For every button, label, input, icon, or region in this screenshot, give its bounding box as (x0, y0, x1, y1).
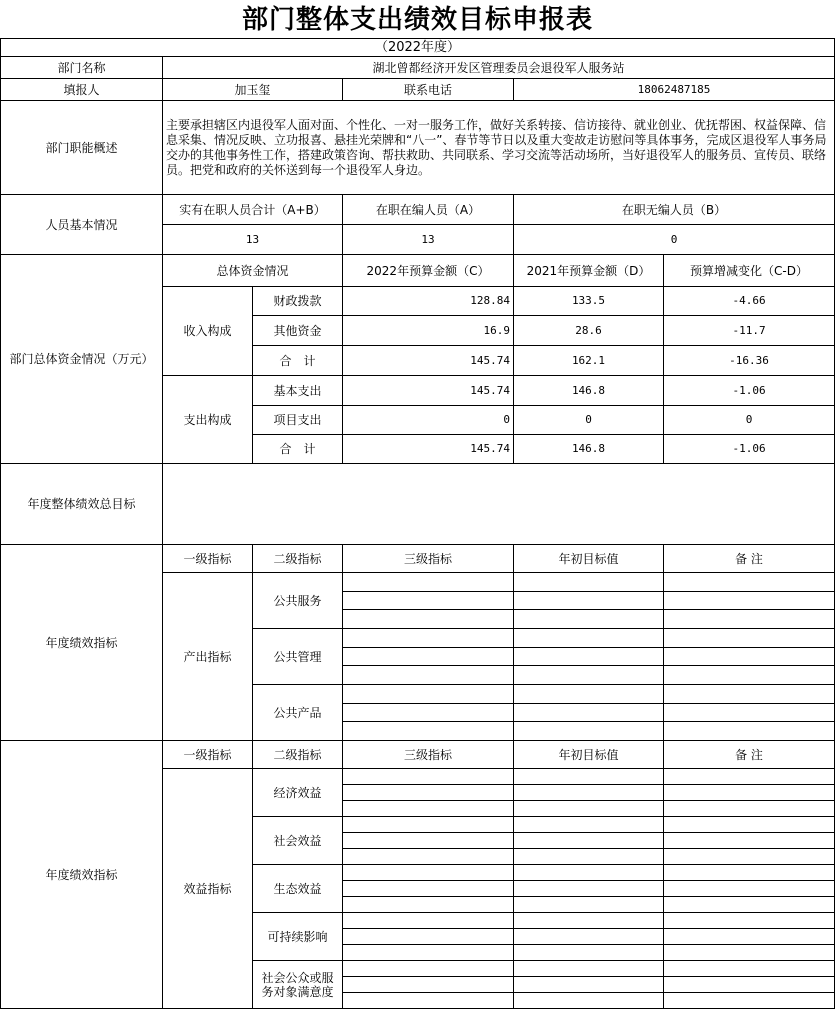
functions-row (1, 101, 835, 195)
reporter-row (1, 79, 835, 101)
overall-goal-value (163, 464, 835, 545)
remark-cell (664, 913, 835, 929)
year-label: （2022年度） (1, 39, 835, 57)
remark-cell (664, 592, 835, 610)
indicator-cell (343, 722, 514, 741)
target-cell (514, 929, 664, 945)
target-cell (514, 977, 664, 993)
indicator-cell (343, 865, 514, 881)
target-cell (514, 945, 664, 961)
perf2-header-level1: 一级指标 (163, 741, 253, 769)
perf2-header-target: 年初目标值 (514, 741, 664, 769)
income-label: 收入构成 (163, 287, 253, 376)
fund-value-d: 146.8 (514, 376, 664, 406)
remark-cell (664, 573, 835, 592)
remark-cell (664, 865, 835, 881)
fund-item-name: 其他资金 (253, 316, 343, 346)
funds-label: 部门总体资金情况（万元） (1, 255, 163, 464)
indicator-cell (343, 929, 514, 945)
perf1-level1: 产出指标 (163, 573, 253, 741)
funds-header-overall: 总体资金情况 (163, 255, 343, 287)
fund-value-c: 145.74 (343, 376, 514, 406)
remark-cell (664, 801, 835, 817)
indicator-cell (343, 629, 514, 648)
perf1-header-level1: 一级指标 (163, 545, 253, 573)
indicator-cell (343, 704, 514, 722)
fund-value-d: 146.8 (514, 435, 664, 464)
page-title: 部门整体支出绩效目标申报表 (241, 5, 593, 35)
target-cell (514, 993, 664, 1009)
expense-label: 支出构成 (163, 376, 253, 464)
indicator-cell (343, 881, 514, 897)
remark-cell (664, 929, 835, 945)
perf2-label: 年度绩效指标 (1, 741, 163, 1009)
target-cell (514, 685, 664, 704)
staff-header-a: 在职在编人员（A） (343, 195, 514, 225)
staff-label: 人员基本情况 (1, 195, 163, 255)
target-cell (514, 897, 664, 913)
fund-item-name: 财政拨款 (253, 287, 343, 316)
perf2-group-ecological: 生态效益 (253, 865, 343, 913)
remark-cell (664, 685, 835, 704)
fund-value-diff: -1.06 (664, 376, 835, 406)
indicator-cell (343, 849, 514, 865)
remark-cell (664, 648, 835, 666)
target-cell (514, 865, 664, 881)
target-cell (514, 722, 664, 741)
indicator-cell (343, 817, 514, 833)
perf1-label: 年度绩效指标 (1, 545, 163, 741)
phone-label: 联系电话 (343, 79, 514, 101)
phone-value: 18062487185 (514, 79, 835, 101)
fund-value-c: 0 (343, 406, 514, 435)
remark-cell (664, 897, 835, 913)
target-cell (514, 817, 664, 833)
indicator-cell (343, 666, 514, 685)
perf1-group-public-management: 公共管理 (253, 629, 343, 685)
target-cell (514, 801, 664, 817)
fund-item-name: 合 计 (253, 346, 343, 376)
perf2-header-row (1, 741, 835, 769)
remark-cell (664, 945, 835, 961)
staff-header-b: 在职无编人员（B） (514, 195, 835, 225)
target-cell (514, 881, 664, 897)
funds-header-c: 2022年预算金额（C） (343, 255, 514, 287)
perf2-header-remark: 备 注 (664, 741, 835, 769)
remark-cell (664, 769, 835, 785)
funds-header-row (1, 255, 835, 287)
remark-cell (664, 817, 835, 833)
indicator-cell (343, 785, 514, 801)
staff-header-row (1, 195, 835, 225)
perf2-group-social: 社会效益 (253, 817, 343, 865)
indicator-cell (343, 961, 514, 977)
fund-value-d: 0 (514, 406, 664, 435)
indicator-cell (343, 897, 514, 913)
overall-goal-label: 年度整体绩效总目标 (1, 464, 163, 545)
target-cell (514, 666, 664, 685)
perf2-group-economic: 经济效益 (253, 769, 343, 817)
fund-value-diff: -1.06 (664, 435, 835, 464)
target-cell (514, 785, 664, 801)
remark-cell (664, 833, 835, 849)
fund-value-d: 28.6 (514, 316, 664, 346)
remark-cell (664, 785, 835, 801)
reporter-value: 加玉玺 (163, 79, 343, 101)
indicator-cell (343, 648, 514, 666)
target-cell (514, 913, 664, 929)
indicator-cell (343, 592, 514, 610)
target-cell (514, 573, 664, 592)
dept-row (1, 57, 835, 79)
indicator-cell (343, 977, 514, 993)
fund-item-name: 合 计 (253, 435, 343, 464)
report-table (0, 38, 835, 1009)
target-cell (514, 704, 664, 722)
funds-header-d: 2021年预算金额（D） (514, 255, 664, 287)
indicator-cell (343, 801, 514, 817)
perf2-level1: 效益指标 (163, 769, 253, 1009)
indicator-cell (343, 769, 514, 785)
fund-item-name: 项目支出 (253, 406, 343, 435)
remark-cell (664, 977, 835, 993)
fund-value-c: 145.74 (343, 435, 514, 464)
fund-value-diff: -11.7 (664, 316, 835, 346)
functions-label: 部门职能概述 (1, 101, 163, 195)
remark-cell (664, 704, 835, 722)
remark-cell (664, 610, 835, 629)
funds-header-diff: 预算增减变化（C-D） (664, 255, 835, 287)
target-cell (514, 849, 664, 865)
indicator-cell (343, 573, 514, 592)
target-cell (514, 769, 664, 785)
remark-cell (664, 629, 835, 648)
perf2-header-level2: 二级指标 (253, 741, 343, 769)
indicator-cell (343, 685, 514, 704)
perf2-group-satisfaction: 社会公众或服务对象满意度 (253, 961, 343, 1009)
functions-text: 主要承担辖区内退役军人面对面、个性化、一对一服务工作，做好关系转接、信访接待、就业创业、优抚帮困、权益保障、信息采集、情况反映、立功报喜、悬挂光荣牌和“八一”、春节等节日以及重大变故走访慰问等具体事务，完成区退役军人事务局交办的其他事务性工作，搭建政策咨询、帮扶救助、共同联系、学习交流等活动场所，当好退役军人的服务员、宣传员、联络员。把党和政府的关怀送到每一个退役军人身边。 (163, 101, 835, 195)
indicator-cell (343, 913, 514, 929)
remark-cell (664, 961, 835, 977)
perf1-header-level3: 三级指标 (343, 545, 514, 573)
fund-value-d: 133.5 (514, 287, 664, 316)
perf1-header-row (1, 545, 835, 573)
target-cell (514, 592, 664, 610)
remark-cell (664, 722, 835, 741)
overall-goal-row (1, 464, 835, 545)
target-cell (514, 833, 664, 849)
target-cell (514, 629, 664, 648)
indicator-cell (343, 945, 514, 961)
dept-name-value: 湖北曾都经济开发区管理委员会退役军人服务站 (163, 57, 835, 79)
perf1-header-remark: 备 注 (664, 545, 835, 573)
remark-cell (664, 881, 835, 897)
remark-cell (664, 849, 835, 865)
fund-value-c: 145.74 (343, 346, 514, 376)
staff-value-a: 13 (343, 225, 514, 255)
target-cell (514, 648, 664, 666)
fund-value-diff: 0 (664, 406, 835, 435)
perf1-header-target: 年初目标值 (514, 545, 664, 573)
staff-value-b: 0 (514, 225, 835, 255)
remark-cell (664, 993, 835, 1009)
target-cell (514, 610, 664, 629)
fund-value-diff: -16.36 (664, 346, 835, 376)
staff-header-total: 实有在职人员合计（A+B） (163, 195, 343, 225)
indicator-cell (343, 610, 514, 629)
remark-cell (664, 666, 835, 685)
perf2-group-sustainable: 可持续影响 (253, 913, 343, 961)
indicator-cell (343, 833, 514, 849)
target-cell (514, 961, 664, 977)
reporter-label: 填报人 (1, 79, 163, 101)
fund-value-d: 162.1 (514, 346, 664, 376)
fund-value-c: 128.84 (343, 287, 514, 316)
fund-item-name: 基本支出 (253, 376, 343, 406)
perf1-group-public-service: 公共服务 (253, 573, 343, 629)
perf1-group-public-product: 公共产品 (253, 685, 343, 741)
staff-value-total: 13 (163, 225, 343, 255)
fund-value-diff: -4.66 (664, 287, 835, 316)
fund-value-c: 16.9 (343, 316, 514, 346)
indicator-cell (343, 993, 514, 1009)
dept-name-label: 部门名称 (1, 57, 163, 79)
perf2-header-level3: 三级指标 (343, 741, 514, 769)
year-row (1, 39, 835, 57)
perf1-header-level2: 二级指标 (253, 545, 343, 573)
